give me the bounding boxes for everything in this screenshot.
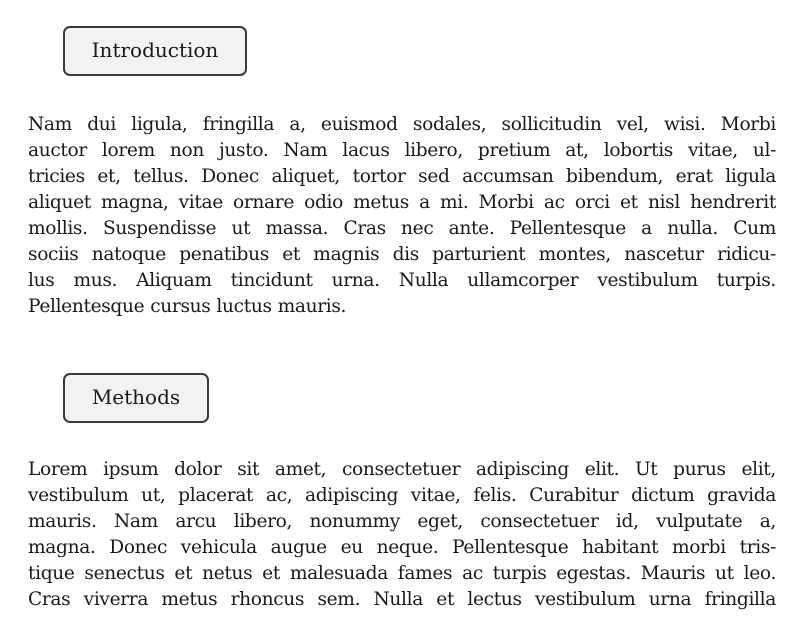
- text-line: aliquet magna, vitae ornare odio metus a mi. Morbi ac orci et nisl hendrerit: [28, 192, 776, 213]
- methods-paragraph: [28, 457, 776, 613]
- text-line: auctor lorem non justo. Nam lacus libero, pretium at, lobortis vitae, ul-: [28, 140, 776, 161]
- text-line: Nam dui ligula, fringilla a, euismod sodales, sollicitudin vel, wisi. Morbi: [28, 114, 776, 135]
- text-line: lus mus. Aliquam tincidunt urna. Nulla ullamcorper vestibulum turpis.: [28, 270, 776, 291]
- text-line: tricies et, tellus. Donec aliquet, tortor sed accumsan bibendum, erat ligula: [28, 166, 776, 187]
- text-line: Pellentesque cursus luctus mauris.: [28, 296, 347, 317]
- text-line: tique senectus et netus et malesuada fames ac turpis egestas. Mauris ut leo.: [28, 563, 776, 584]
- text-line: Lorem ipsum dolor sit amet, consectetuer adipiscing elit. Ut purus elit,: [28, 459, 776, 480]
- text-line: magna. Donec vehicula augue eu neque. Pellentesque habitant morbi tris-: [28, 537, 776, 558]
- text-line: mauris. Nam arcu libero, nonummy eget, consectetuer id, vulputate a,: [28, 511, 776, 532]
- section-heading-methods: Methods: [63, 373, 209, 423]
- text-line: vestibulum ut, placerat ac, adipiscing vitae, felis. Curabitur dictum gravida: [28, 485, 776, 506]
- introduction-paragraph: [28, 112, 776, 320]
- text-line: mollis. Suspendisse ut massa. Cras nec ante. Pellentesque a nulla. Cum: [28, 218, 776, 239]
- section-heading-introduction: Introduction: [63, 26, 247, 76]
- text-line: Cras viverra metus rhoncus sem. Nulla et lectus vestibulum urna fringilla: [28, 589, 776, 610]
- text-line: sociis natoque penatibus et magnis dis parturient montes, nascetur ridicu-: [28, 244, 776, 265]
